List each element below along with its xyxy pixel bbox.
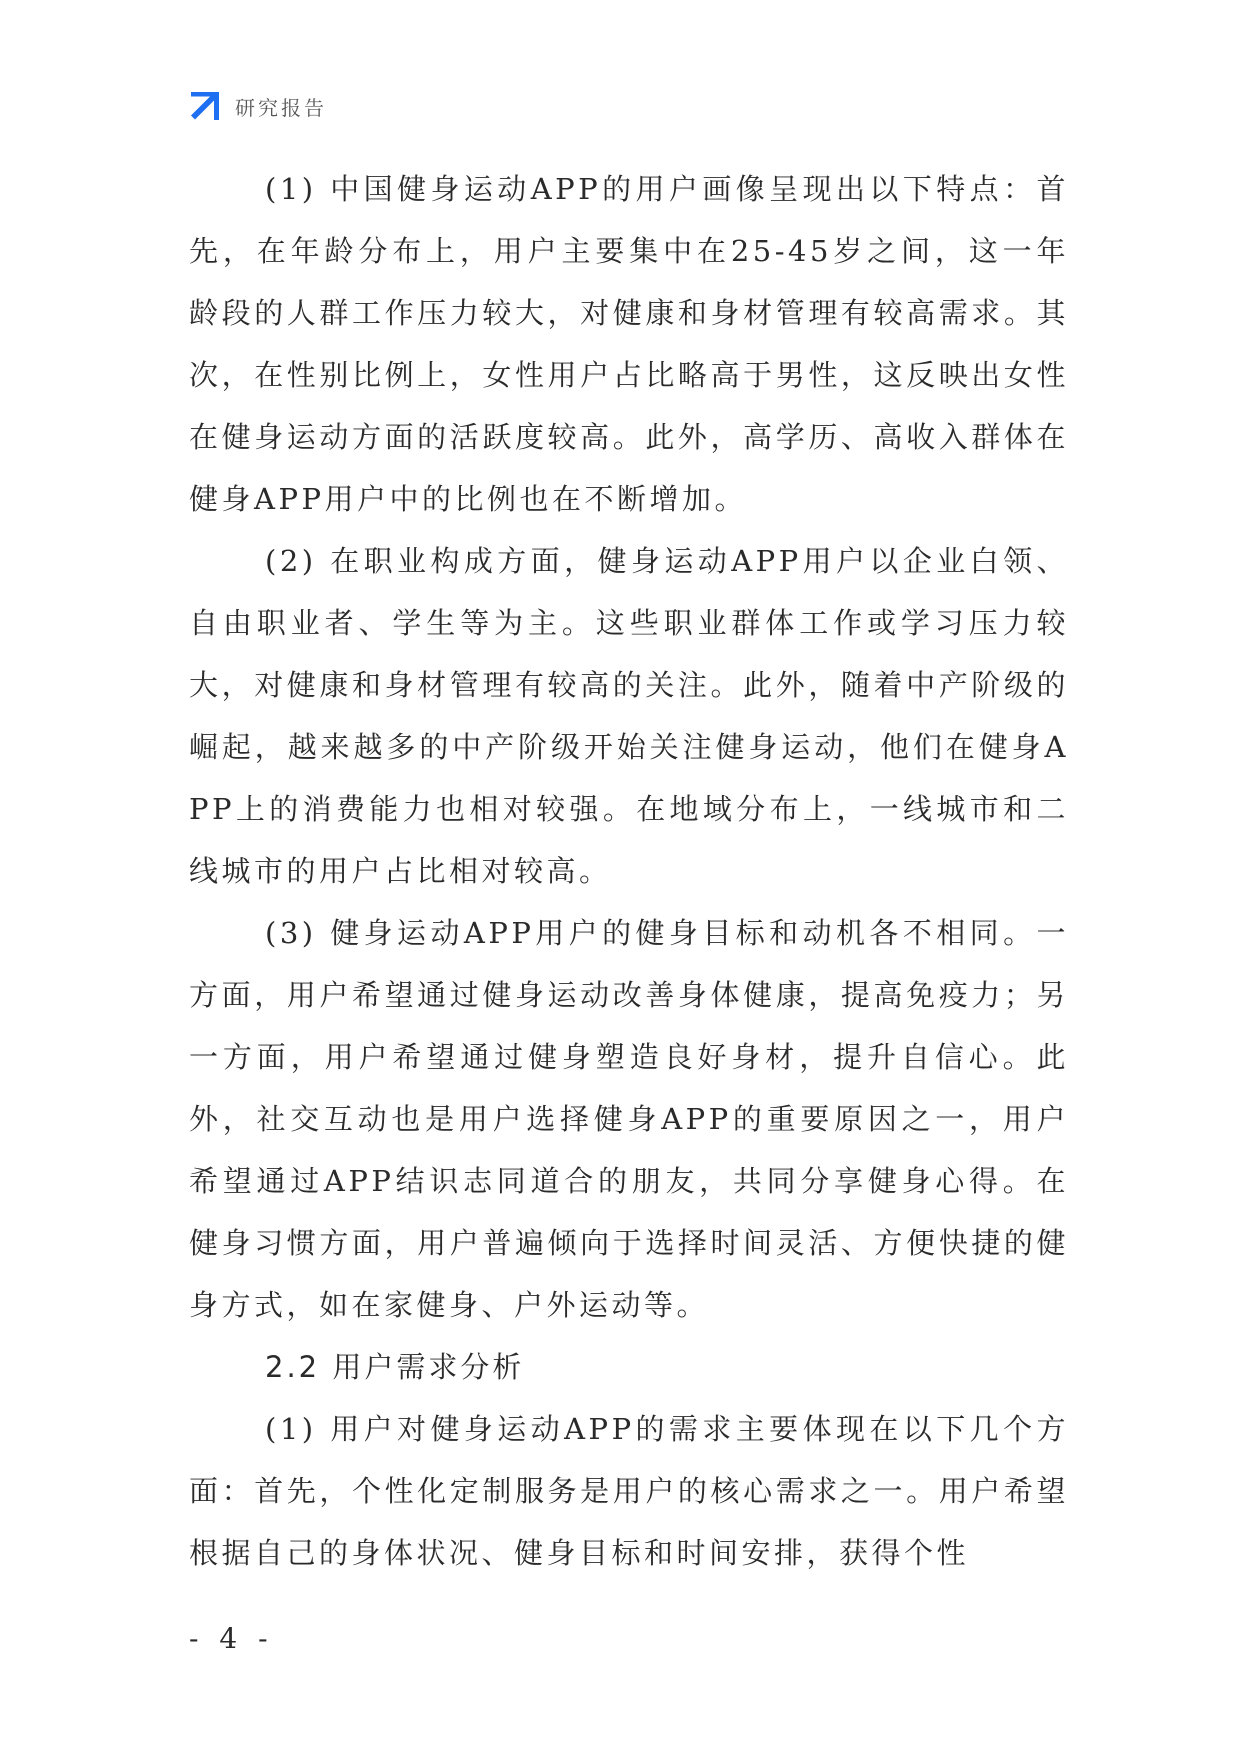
section-heading: 2.2 用户需求分析 xyxy=(265,1350,525,1384)
paragraph-goals: (3) 健身运动APP用户的健身目标和动机各不相同。一方面，用户希望通过健身运动改善身体健康，提高免疫力；另一方面，用户希望通过健身塑造良好身材，提升自信心。此外，社交互动也是用户选择健身APP的重要原因之一，用户希望通过APP结识志同道合的朋友，共同分享健身心得。在健身习惯方面，用户普遍倾向于选择时间灵活、方便快捷的健身方式，如在家健身、户外运动等。 xyxy=(189,916,1069,1322)
document-body xyxy=(189,158,1069,1584)
paragraph-user-profile: (1) 中国健身运动APP的用户画像呈现出以下特点：首先，在年龄分布上，用户主要集中在25-45岁之间，这一年龄段的人群工作压力较大，对健康和身材管理有较高需求。其次，在性别比例上，女性用户占比略高于男性，这反映出女性在健身运动方面的活跃度较高。此外，高学历、高收入群体在健身APP用户中的比例也在不断增加。 xyxy=(189,172,1069,516)
arrow-up-right-icon xyxy=(189,90,221,122)
paragraph-user-needs: (1) 用户对健身运动APP的需求主要体现在以下几个方面：首先，个性化定制服务是用户的核心需求之一。用户希望根据自己的身体状况、健身目标和时间安排，获得个性 xyxy=(189,1412,1069,1570)
report-header xyxy=(189,90,327,122)
paragraph-occupation: (2) 在职业构成方面，健身运动APP用户以企业白领、自由职业者、学生等为主。这些职业群体工作或学习压力较大，对健康和身材管理有较高的关注。此外，随着中产阶级的崛起，越来越多的中产阶级开始关注健身运动，他们在健身APP上的消费能力也相对较强。在地域分布上，一线城市和二线城市的用户占比相对较高。 xyxy=(189,544,1069,888)
header-title: 研究报告 xyxy=(235,95,327,120)
page-number: - 4 - xyxy=(189,1622,274,1655)
